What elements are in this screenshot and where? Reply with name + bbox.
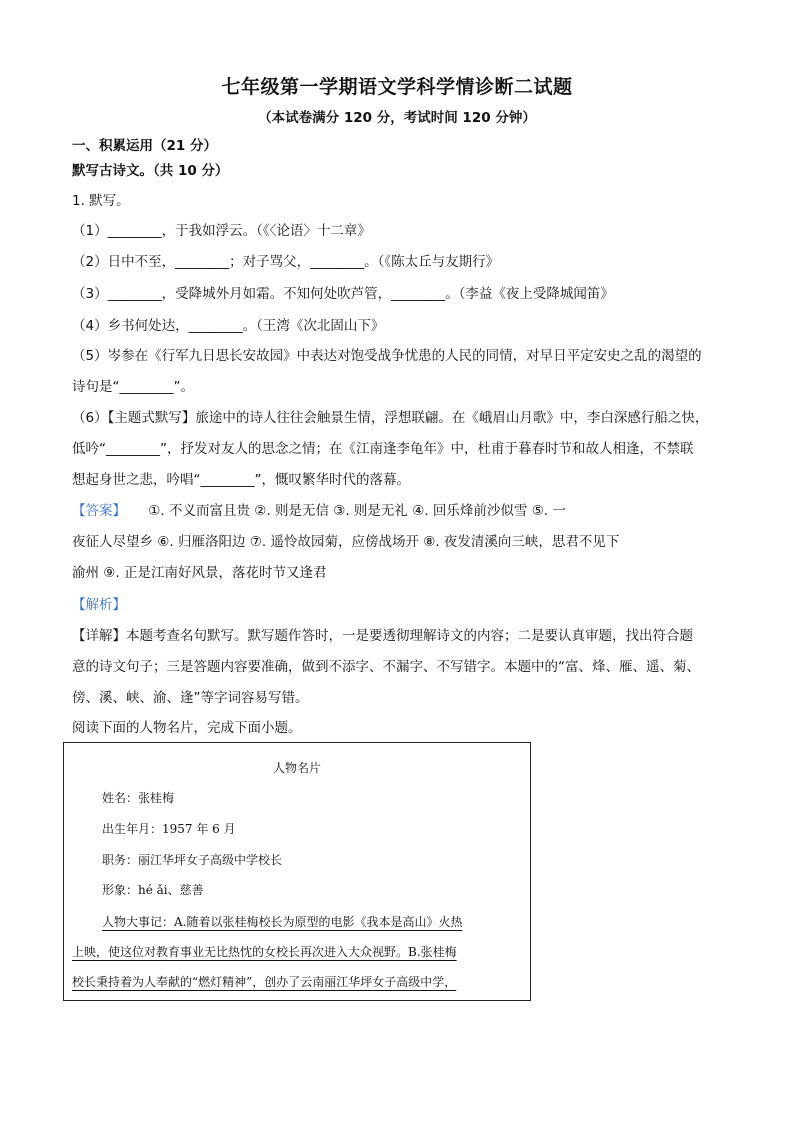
question-stem: 1. 默写。 (72, 193, 130, 209)
card-events: 人物大事记：A.随着以张桂梅校长为原型的电影《我本是高山》火热 (102, 915, 463, 929)
question-item: （2）日中不至，________；对子骂父，________。（《陈太丘与友期行》 (72, 254, 500, 270)
section-heading: 一、积累运用（21 分） (72, 138, 217, 154)
reading-prompt: 阅读下面的人物名片，完成下面小题。 (72, 720, 302, 736)
detail-line: 意的诗文句子；三是答题内容要准确，做到不添字、不漏字、不写错字。本题中的“富、烽、雁、遥、菊、 (72, 659, 700, 675)
card-job: 职务：丽江华坪女子高级中学校长 (102, 853, 283, 867)
question-item: （5）岑参在《行军九日思长安故园》中表达对饱受战争忧患的人民的同情，对早日平定安史之乱的渴望的 (72, 348, 702, 364)
subsection-heading: 默写古诗文。（共 10 分） (72, 163, 229, 179)
person-card (63, 742, 531, 1001)
analysis-label: 【解析】 (72, 597, 126, 613)
question-item: 想起身世之悲，吟唱“________”，慨叹繁华时代的落幕。 (72, 472, 410, 488)
question-item: （1）________，于我如浮云。（《〈论语〉十二章》 (72, 223, 371, 239)
card-title: 人物名片 (272, 761, 321, 775)
page-title: 七年级第一学期语文学科学情诊断二试题 (221, 76, 573, 98)
answer-label: 【答案】 (72, 503, 126, 519)
question-item: （6）【主题式默写】旅途中的诗人往往会触景生情，浮想联翩。在《峨眉山月歌》中，李白深感行船之快， (72, 410, 709, 426)
page-subtitle: （本试卷满分 120 分，考试时间 120 分钟） (258, 110, 536, 126)
question-item: （3）________，受降城外月如霜。不知何处吹芦管，________。（李益《夜上受降城闻笛》 (72, 286, 614, 302)
detail-line: 傍、溪、峡、渝、逢”等字词容易写错。 (72, 690, 309, 706)
answer-line: 夜征人尽望乡 ⑥. 归雁洛阳边 ⑦. 遥怜故园菊，应傍战场开 ⑧. 夜发清溪向三峡，思君不见下 (72, 534, 620, 550)
card-image: 形象：hé ǎi、慈善 (102, 883, 204, 897)
card-events-cont: 上映，使这位对教育事业无比热忱的女校长再次进入大众视野。B.张桂梅 (72, 945, 457, 959)
question-item: （4）乡书何处达，________。（王湾《次北固山下》 (72, 318, 385, 334)
answer-text: ①. 不义而富且贵 ②. 则是无信 ③. 则是无礼 ④. 回乐烽前沙似雪 ⑤. 一 (148, 503, 566, 519)
answer-line (72, 499, 566, 519)
detail-line: 【详解】本题考查名句默写。默写题作答时，一是要透彻理解诗文的内容；二是要认真审题，找出符合题 (72, 628, 693, 644)
answer-line: 渝州 ⑨. 正是江南好风景，落花时节又逢君 (72, 565, 327, 581)
card-name: 姓名：张桂梅 (102, 791, 175, 805)
question-item: 低吟“________”，抒发对友人的思念之情；在《江南逢李龟年》中，杜甫于暮春时节和故人相逢，不禁联 (72, 441, 694, 457)
question-item: 诗句是“________”。 (72, 379, 194, 395)
card-events-cont: 校长秉持着为人奉献的“燃灯精神”，创办了云南丽江华坪女子高级中学， (72, 975, 457, 989)
card-birth: 出生年月：1957 年 6 月 (102, 822, 236, 836)
